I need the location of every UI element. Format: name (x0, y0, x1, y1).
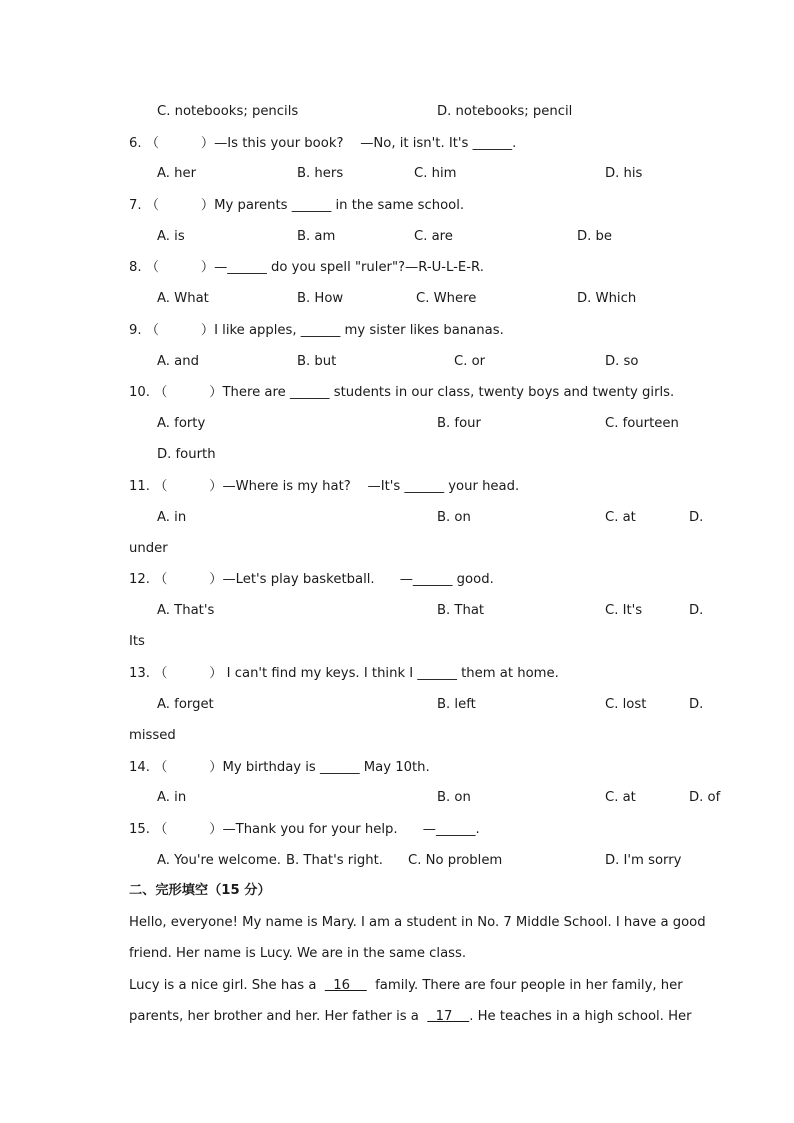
q6-option-c: C. him (414, 166, 457, 181)
q13-option-b: B. left (437, 697, 476, 712)
q9-option-b: B. but (297, 354, 337, 369)
q7-option-b: B. am (297, 229, 336, 244)
q15-option-b: B. That's right. (286, 853, 383, 868)
q12-option-a: A. That's (157, 603, 215, 618)
q12-option-d: D. (689, 603, 704, 618)
q6-option-a: A. her (157, 166, 197, 181)
q12-stem: 12. （ ）—Let's play basketball. —______ good. (129, 572, 494, 587)
q7-option-d: D. be (577, 229, 613, 244)
q6-option-d: D. his (605, 166, 643, 181)
q13-option-d-text: missed (129, 728, 176, 743)
passage-text: . He teaches in a high school. Her (469, 1009, 692, 1024)
q14-option-d: D. of (689, 790, 721, 805)
q14-stem: 14. （ ）My birthday is ______ May 10th. (129, 760, 430, 775)
q12-option-d-text: Its (129, 634, 145, 649)
passage-text: Lucy is a nice girl. She has a (129, 978, 325, 993)
q8-option-d: D. Which (577, 291, 637, 306)
q9-option-d: D. so (605, 354, 639, 369)
q10-option-a: A. forty (157, 416, 206, 431)
q15-option-c: C. No problem (408, 853, 503, 868)
q11-stem: 11. （ ）—Where is my hat? —It's ______ your head. (129, 479, 520, 494)
passage-line (129, 977, 683, 995)
passage-line (129, 1008, 692, 1026)
passage-text: parents, her brother and her. Her father is a (129, 1009, 428, 1024)
q11-option-d-text: under (129, 541, 168, 556)
section-title: 二、完形填空（15 分） (129, 883, 271, 898)
passage-line: friend. Her name is Lucy. We are in the same class. (129, 946, 467, 961)
q9-option-c: C. or (454, 354, 486, 369)
q15-option-a: A. You're welcome. (157, 853, 281, 868)
q9-option-a: A. and (157, 354, 199, 369)
q5-option-d: D. notebooks; pencil (437, 104, 573, 119)
passage-text: family. There are four people in her family, her (366, 978, 683, 993)
q6-option-b: B. hers (297, 166, 344, 181)
q11-option-d: D. (689, 510, 704, 525)
q15-stem: 15. （ ）—Thank you for your help. —______. (129, 822, 480, 837)
q8-option-b: B. How (297, 291, 344, 306)
q11-option-c: C. at (605, 510, 636, 525)
q7-stem: 7. （ ）My parents ______ in the same school. (129, 198, 465, 213)
q11-option-b: B. on (437, 510, 471, 525)
q6-stem: 6. （ ）—Is this your book? —No, it isn't. It's ______. (129, 136, 517, 151)
q10-option-c: C. fourteen (605, 416, 679, 431)
q14-option-a: A. in (157, 790, 187, 805)
q10-option-d: D. fourth (157, 447, 216, 462)
q14-option-c: C. at (605, 790, 636, 805)
q13-option-c: C. lost (605, 697, 647, 712)
q12-option-c: C. It's (605, 603, 643, 618)
q11-option-a: A. in (157, 510, 187, 525)
q13-stem: 13. （ ） I can't find my keys. I think I ______ them at home. (129, 666, 559, 681)
q5-option-c: C. notebooks; pencils (157, 104, 299, 119)
q14-option-b: B. on (437, 790, 471, 805)
q9-stem: 9. （ ）I like apples, ______ my sister likes bananas. (129, 323, 504, 338)
q7-option-a: A. is (157, 229, 185, 244)
passage-line: Hello, everyone! My name is Mary. I am a student in No. 7 Middle School. I have a good (129, 915, 706, 930)
q12-option-b: B. That (437, 603, 485, 618)
q8-stem: 8. （ ）—______ do you spell "ruler"?—R-U-L-E-R. (129, 260, 484, 275)
q15-option-d: D. I'm sorry (605, 853, 682, 868)
q13-option-a: A. forget (157, 697, 214, 712)
blank-16[interactable]: 16 (324, 978, 367, 993)
blank-17[interactable]: 17 (427, 1009, 470, 1024)
q7-option-c: C. are (414, 229, 453, 244)
q10-option-b: B. four (437, 416, 481, 431)
q13-option-d: D. (689, 697, 704, 712)
q8-option-c: C. Where (416, 291, 477, 306)
q8-option-a: A. What (157, 291, 209, 306)
q10-stem: 10. （ ）There are ______ students in our class, twenty boys and twenty girls. (129, 385, 675, 400)
